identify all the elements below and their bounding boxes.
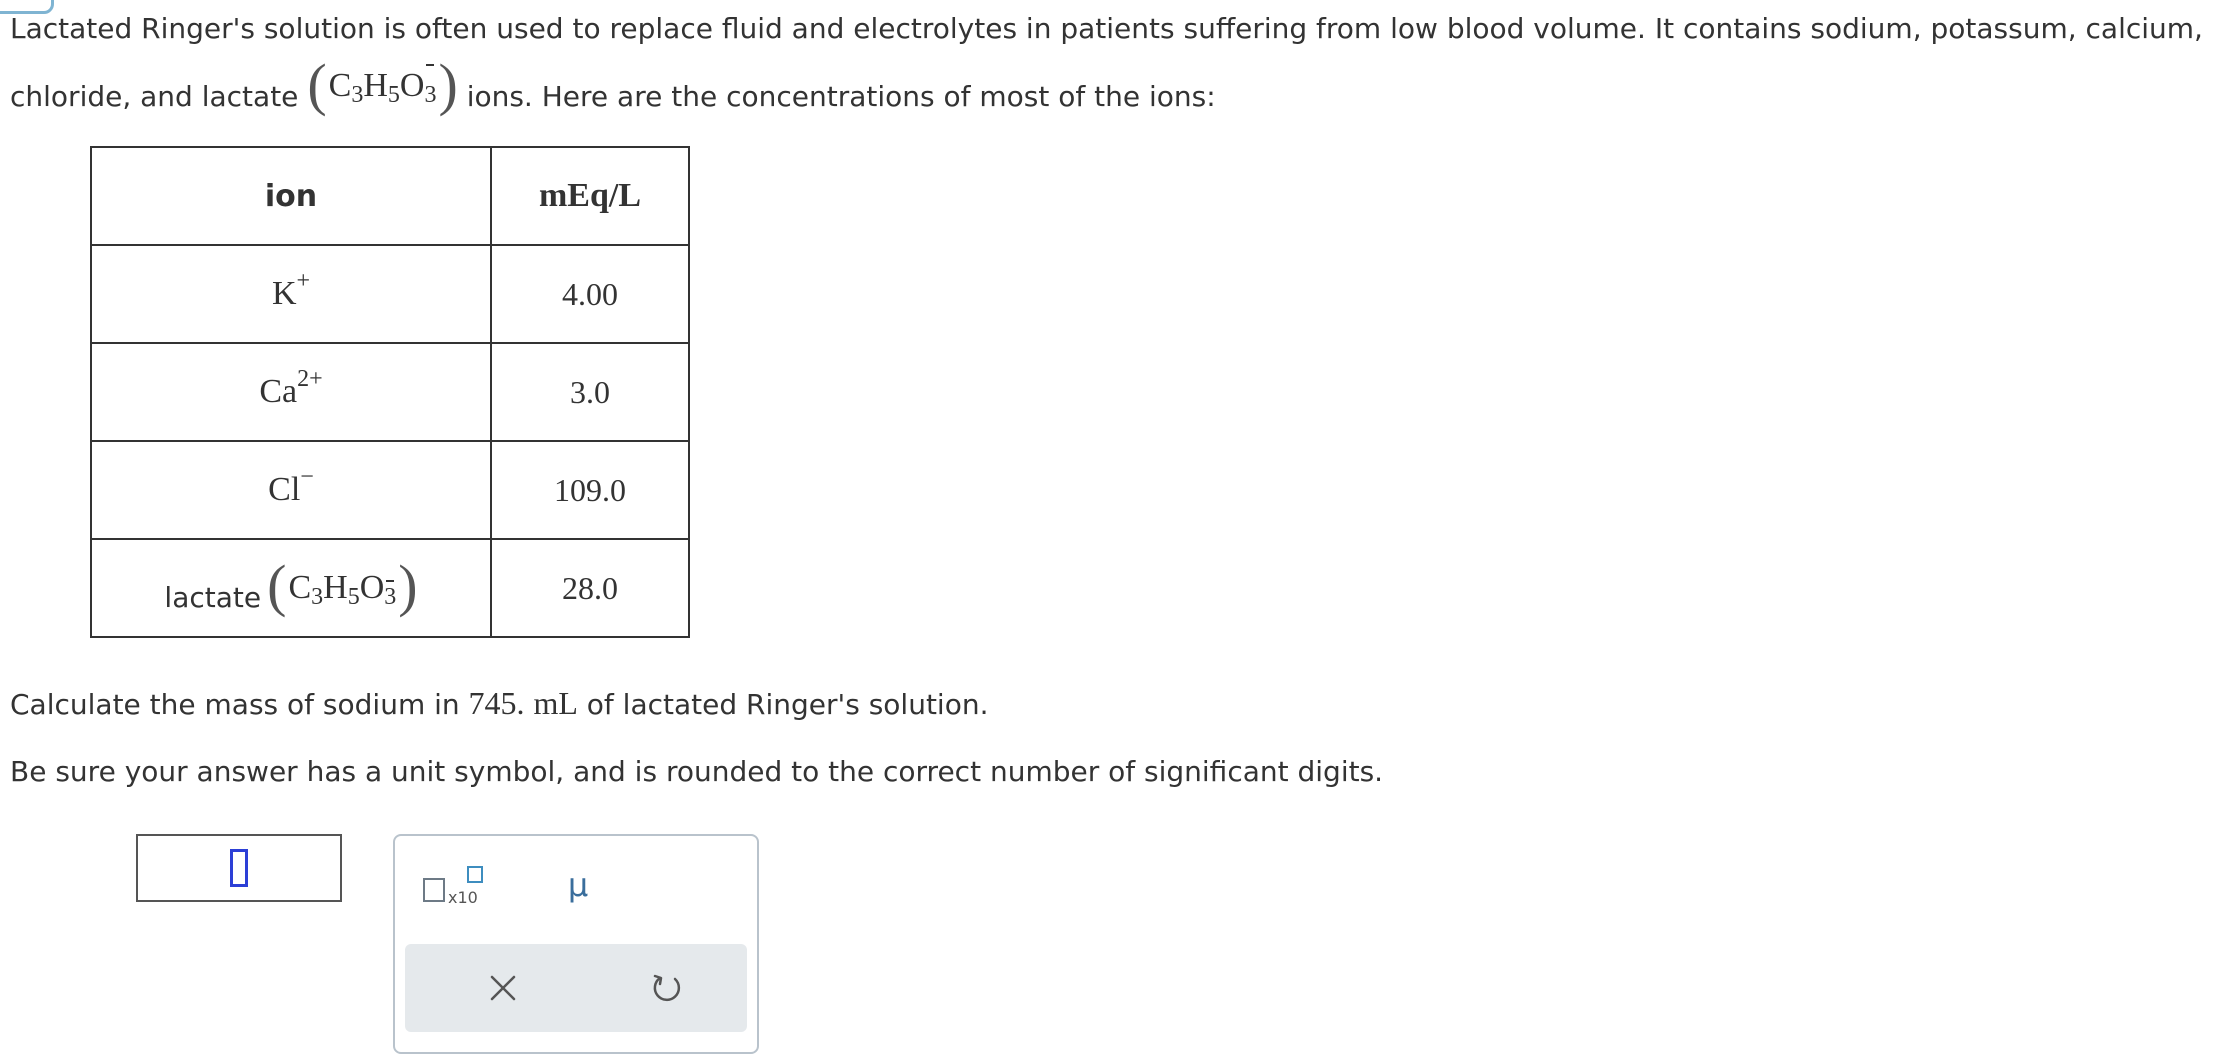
ion-k: K+ <box>91 245 491 343</box>
math-palette <box>393 834 759 1054</box>
intro-text-1: Lactated Ringer's solution is often used to replace fluid and electrolytes in patients suffering from low blood volume. It contains sodium, potassum, calcium, <box>10 12 2203 45</box>
undo-button[interactable] <box>641 962 693 1014</box>
ion-table <box>90 146 690 638</box>
table-row <box>91 441 689 539</box>
intro-text-2a: chloride, and lactate <box>10 80 299 113</box>
lactate-formula-table: ( $C_3H_5O_3$ ) <box>267 553 418 618</box>
instruction-text: Be sure your answer has a unit symbol, and is rounded to the correct number of significant digits. <box>10 755 1384 788</box>
text-cursor <box>230 849 248 887</box>
question-volume: 745. <box>468 685 525 721</box>
answer-input[interactable] <box>136 834 342 902</box>
value-k: 4.00 <box>491 245 689 343</box>
exponent-box-icon <box>467 866 483 883</box>
question-line <box>10 676 989 732</box>
mu-icon: μ <box>567 866 589 904</box>
palette-footer <box>405 944 747 1032</box>
value-ca: 3.0 <box>491 343 689 441</box>
x10-label: x10 <box>448 888 478 907</box>
intro-line-2 <box>10 52 1216 124</box>
value-cl: 109.0 <box>491 441 689 539</box>
clear-icon <box>477 962 529 1014</box>
x10-button[interactable] <box>423 866 493 912</box>
table-header-row <box>91 147 689 245</box>
instruction-line <box>10 745 1383 799</box>
question-text-b: of lactated Ringer's solution. <box>586 688 989 721</box>
lactate-formula-intro: ( $C_3H_5O_3$ ) <box>307 58 457 116</box>
intro-text-2b: ions. Here are the concentrations of most of the ions: <box>466 80 1216 113</box>
header-meq: mEq/L <box>491 147 689 245</box>
clear-button[interactable] <box>477 962 529 1014</box>
question-text-a: Calculate the mass of sodium in <box>10 688 460 721</box>
table-row <box>91 539 689 637</box>
x10-icon <box>423 878 445 902</box>
question-unit: mL <box>533 685 578 721</box>
ion-cl: Cl− <box>91 441 491 539</box>
value-lactate: 28.0 <box>491 539 689 637</box>
intro-line-1 <box>10 2 2203 56</box>
table-row <box>91 343 689 441</box>
table-row <box>91 245 689 343</box>
ion-lactate: lactate ( $C_3H_5O_3$ ) <box>91 539 491 637</box>
header-ion: ion <box>91 147 491 245</box>
undo-icon <box>641 962 693 1014</box>
ion-ca: $Ca^{2+}$ <box>91 343 491 441</box>
mu-button[interactable] <box>553 860 603 910</box>
